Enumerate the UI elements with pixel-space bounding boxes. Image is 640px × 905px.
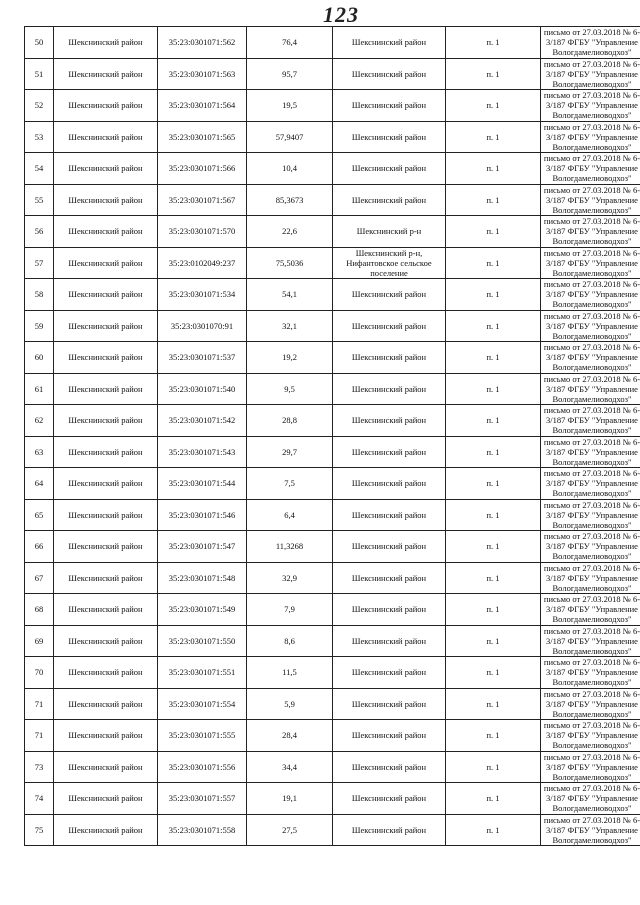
basis-document-cell: письмо от 27.03.2018 № 6-3/187 ФГБУ "Управление Вологдамелиоводхоз": [541, 436, 640, 468]
area-cell: 76,4: [247, 27, 333, 59]
clause-cell: п. 1: [446, 342, 541, 374]
cadastral-number-cell: 35:23:0301071:555: [158, 720, 247, 752]
clause-cell: п. 1: [446, 751, 541, 783]
area-cell: 5,9: [247, 688, 333, 720]
area-cell: 11,5: [247, 657, 333, 689]
basis-document-cell: письмо от 27.03.2018 № 6-3/187 ФГБУ "Управление Вологдамелиоводхоз": [541, 562, 640, 594]
location-cell: Шекснинский р-н: [333, 216, 446, 248]
row-number-cell: 51: [25, 58, 54, 90]
location-cell: Шекснинский район: [333, 342, 446, 374]
area-cell: 6,4: [247, 499, 333, 531]
district-cell: Шекснинский район: [54, 121, 158, 153]
basis-document-cell: письмо от 27.03.2018 № 6-3/187 ФГБУ "Управление Вологдамелиоводхоз": [541, 468, 640, 500]
cadastral-number-cell: 35:23:0301071:556: [158, 751, 247, 783]
cadastral-number-cell: 35:23:0301071:566: [158, 153, 247, 185]
district-cell: Шекснинский район: [54, 468, 158, 500]
table-row: [25, 58, 640, 90]
clause-cell: п. 1: [446, 720, 541, 752]
location-cell: Шекснинский район: [333, 468, 446, 500]
area-cell: 32,9: [247, 562, 333, 594]
area-cell: 19,2: [247, 342, 333, 374]
district-cell: Шекснинский район: [54, 310, 158, 342]
table-row: [25, 468, 640, 500]
clause-cell: п. 1: [446, 58, 541, 90]
clause-cell: п. 1: [446, 153, 541, 185]
basis-document-cell: письмо от 27.03.2018 № 6-3/187 ФГБУ "Управление Вологдамелиоводхоз": [541, 373, 640, 405]
cadastral-number-cell: 35:23:0301071:550: [158, 625, 247, 657]
table-row: [25, 720, 640, 752]
row-number-cell: 52: [25, 90, 54, 122]
table-row: [25, 153, 640, 185]
location-cell: Шекснинский район: [333, 562, 446, 594]
area-cell: 7,5: [247, 468, 333, 500]
row-number-cell: 61: [25, 373, 54, 405]
basis-document-cell: письмо от 27.03.2018 № 6-3/187 ФГБУ "Управление Вологдамелиоводхоз": [541, 121, 640, 153]
area-cell: 75,5036: [247, 247, 333, 279]
basis-document-cell: письмо от 27.03.2018 № 6-3/187 ФГБУ "Управление Вологдамелиоводхоз": [541, 751, 640, 783]
table-row: [25, 531, 640, 563]
area-cell: 32,1: [247, 310, 333, 342]
district-cell: Шекснинский район: [54, 247, 158, 279]
district-cell: Шекснинский район: [54, 499, 158, 531]
clause-cell: п. 1: [446, 436, 541, 468]
cadastral-number-cell: 35:23:0301071:540: [158, 373, 247, 405]
clause-cell: п. 1: [446, 814, 541, 846]
cadastral-number-cell: 35:23:0301071:567: [158, 184, 247, 216]
area-cell: 7,9: [247, 594, 333, 626]
row-number-cell: 71: [25, 720, 54, 752]
cadastral-number-cell: 35:23:0301071:537: [158, 342, 247, 374]
clause-cell: п. 1: [446, 531, 541, 563]
district-cell: Шекснинский район: [54, 27, 158, 59]
district-cell: Шекснинский район: [54, 436, 158, 468]
row-number-cell: 62: [25, 405, 54, 437]
area-cell: 11,3268: [247, 531, 333, 563]
table-row: [25, 279, 640, 311]
clause-cell: п. 1: [446, 279, 541, 311]
location-cell: Шекснинский район: [333, 594, 446, 626]
table-row: [25, 688, 640, 720]
row-number-cell: 54: [25, 153, 54, 185]
clause-cell: п. 1: [446, 184, 541, 216]
location-cell: Шекснинский район: [333, 405, 446, 437]
district-cell: Шекснинский район: [54, 688, 158, 720]
clause-cell: п. 1: [446, 310, 541, 342]
cadastral-number-cell: 35:23:0301071:534: [158, 279, 247, 311]
clause-cell: п. 1: [446, 247, 541, 279]
location-cell: Шекснинский район: [333, 310, 446, 342]
area-cell: 95,7: [247, 58, 333, 90]
cadastral-number-cell: 35:23:0301071:548: [158, 562, 247, 594]
cadastral-number-cell: 35:23:0301071:557: [158, 783, 247, 815]
district-cell: Шекснинский район: [54, 342, 158, 374]
area-cell: 27,5: [247, 814, 333, 846]
clause-cell: п. 1: [446, 121, 541, 153]
cadastral-number-cell: 35:23:0102049:237: [158, 247, 247, 279]
basis-document-cell: письмо от 27.03.2018 № 6-3/187 ФГБУ "Управление Вологдамелиоводхоз": [541, 153, 640, 185]
row-number-cell: 56: [25, 216, 54, 248]
table-row: [25, 751, 640, 783]
row-number-cell: 50: [25, 27, 54, 59]
location-cell: Шекснинский район: [333, 531, 446, 563]
area-cell: 54,1: [247, 279, 333, 311]
table-row: [25, 783, 640, 815]
clause-cell: п. 1: [446, 499, 541, 531]
location-cell: Шекснинский район: [333, 27, 446, 59]
district-cell: Шекснинский район: [54, 184, 158, 216]
area-cell: 28,4: [247, 720, 333, 752]
cadastral-number-cell: 35:23:0301071:563: [158, 58, 247, 90]
location-cell: Шекснинский район: [333, 499, 446, 531]
basis-document-cell: письмо от 27.03.2018 № 6-3/187 ФГБУ "Управление Вологдамелиоводхоз": [541, 184, 640, 216]
location-cell: Шекснинский район: [333, 58, 446, 90]
basis-document-cell: письмо от 27.03.2018 № 6-3/187 ФГБУ "Управление Вологдамелиоводхоз": [541, 58, 640, 90]
table-row: [25, 657, 640, 689]
location-cell: Шекснинский район: [333, 688, 446, 720]
location-cell: Шекснинский район: [333, 814, 446, 846]
cadastral-number-cell: 35:23:0301071:558: [158, 814, 247, 846]
district-cell: Шекснинский район: [54, 783, 158, 815]
cadastral-number-cell: 35:23:0301071:543: [158, 436, 247, 468]
clause-cell: п. 1: [446, 373, 541, 405]
district-cell: Шекснинский район: [54, 594, 158, 626]
cadastral-number-cell: 35:23:0301071:549: [158, 594, 247, 626]
district-cell: Шекснинский район: [54, 751, 158, 783]
basis-document-cell: письмо от 27.03.2018 № 6-3/187 ФГБУ "Управление Вологдамелиоводхоз": [541, 279, 640, 311]
row-number-cell: 57: [25, 247, 54, 279]
clause-cell: п. 1: [446, 405, 541, 437]
district-cell: Шекснинский район: [54, 216, 158, 248]
row-number-cell: 65: [25, 499, 54, 531]
table-row: [25, 625, 640, 657]
area-cell: 28,8: [247, 405, 333, 437]
area-cell: 22,6: [247, 216, 333, 248]
location-cell: Шекснинский район: [333, 121, 446, 153]
table-row: [25, 373, 640, 405]
district-cell: Шекснинский район: [54, 373, 158, 405]
row-number-cell: 69: [25, 625, 54, 657]
basis-document-cell: письмо от 27.03.2018 № 6-3/187 ФГБУ "Управление Вологдамелиоводхоз": [541, 499, 640, 531]
table-row: [25, 247, 640, 279]
basis-document-cell: письмо от 27.03.2018 № 6-3/187 ФГБУ "Управление Вологдамелиоводхоз": [541, 247, 640, 279]
location-cell: Шекснинский район: [333, 184, 446, 216]
basis-document-cell: письмо от 27.03.2018 № 6-3/187 ФГБУ "Управление Вологдамелиоводхоз": [541, 405, 640, 437]
area-cell: 10,4: [247, 153, 333, 185]
district-cell: Шекснинский район: [54, 90, 158, 122]
basis-document-cell: письмо от 27.03.2018 № 6-3/187 ФГБУ "Управление Вологдамелиоводхоз": [541, 310, 640, 342]
clause-cell: п. 1: [446, 783, 541, 815]
cadastral-number-cell: 35:23:0301071:554: [158, 688, 247, 720]
row-number-cell: 66: [25, 531, 54, 563]
district-cell: Шекснинский район: [54, 279, 158, 311]
clause-cell: п. 1: [446, 657, 541, 689]
clause-cell: п. 1: [446, 27, 541, 59]
district-cell: Шекснинский район: [54, 657, 158, 689]
table-row: [25, 562, 640, 594]
clause-cell: п. 1: [446, 625, 541, 657]
district-cell: Шекснинский район: [54, 58, 158, 90]
row-number-cell: 73: [25, 751, 54, 783]
cadastral-number-cell: 35:23:0301071:546: [158, 499, 247, 531]
page-number: 123: [323, 2, 359, 27]
clause-cell: п. 1: [446, 90, 541, 122]
table-row: [25, 436, 640, 468]
basis-document-cell: письмо от 27.03.2018 № 6-3/187 ФГБУ "Управление Вологдамелиоводхоз": [541, 216, 640, 248]
district-cell: Шекснинский район: [54, 625, 158, 657]
basis-document-cell: письмо от 27.03.2018 № 6-3/187 ФГБУ "Управление Вологдамелиоводхоз": [541, 90, 640, 122]
location-cell: Шекснинский район: [333, 751, 446, 783]
table-row: [25, 184, 640, 216]
area-cell: 19,5: [247, 90, 333, 122]
cadastral-number-cell: 35:23:0301071:547: [158, 531, 247, 563]
area-cell: 19,1: [247, 783, 333, 815]
table-row: [25, 499, 640, 531]
clause-cell: п. 1: [446, 688, 541, 720]
cadastral-number-cell: 35:23:0301071:565: [158, 121, 247, 153]
cadastral-number-cell: 35:23:0301071:564: [158, 90, 247, 122]
clause-cell: п. 1: [446, 216, 541, 248]
table-row: [25, 594, 640, 626]
district-cell: Шекснинский район: [54, 531, 158, 563]
row-number-cell: 68: [25, 594, 54, 626]
district-cell: Шекснинский район: [54, 814, 158, 846]
table-row: [25, 405, 640, 437]
row-number-cell: 64: [25, 468, 54, 500]
cadastral-number-cell: 35:23:0301071:562: [158, 27, 247, 59]
records-table-body: [25, 27, 640, 846]
basis-document-cell: письмо от 27.03.2018 № 6-3/187 ФГБУ "Управление Вологдамелиоводхоз": [541, 342, 640, 374]
location-cell: Шекснинский район: [333, 783, 446, 815]
row-number-cell: 53: [25, 121, 54, 153]
row-number-cell: 60: [25, 342, 54, 374]
basis-document-cell: письмо от 27.03.2018 № 6-3/187 ФГБУ "Управление Вологдамелиоводхоз": [541, 27, 640, 59]
row-number-cell: 67: [25, 562, 54, 594]
row-number-cell: 55: [25, 184, 54, 216]
basis-document-cell: письмо от 27.03.2018 № 6-3/187 ФГБУ "Управление Вологдамелиоводхоз": [541, 625, 640, 657]
cadastral-number-cell: 35:23:0301070:91: [158, 310, 247, 342]
area-cell: 34,4: [247, 751, 333, 783]
district-cell: Шекснинский район: [54, 720, 158, 752]
table-row: [25, 814, 640, 846]
area-cell: 9,5: [247, 373, 333, 405]
location-cell: Шекснинский район: [333, 279, 446, 311]
table-row: [25, 27, 640, 59]
basis-document-cell: письмо от 27.03.2018 № 6-3/187 ФГБУ "Управление Вологдамелиоводхоз": [541, 720, 640, 752]
table-row: [25, 121, 640, 153]
location-cell: Шекснинский р-н, Нифантовское сельское поселение: [333, 247, 446, 279]
area-cell: 85,3673: [247, 184, 333, 216]
row-number-cell: 63: [25, 436, 54, 468]
clause-cell: п. 1: [446, 562, 541, 594]
location-cell: Шекснинский район: [333, 720, 446, 752]
location-cell: Шекснинский район: [333, 90, 446, 122]
table-row: [25, 90, 640, 122]
location-cell: Шекснинский район: [333, 657, 446, 689]
row-number-cell: 74: [25, 783, 54, 815]
area-cell: 8,6: [247, 625, 333, 657]
district-cell: Шекснинский район: [54, 153, 158, 185]
row-number-cell: 58: [25, 279, 54, 311]
area-cell: 29,7: [247, 436, 333, 468]
cadastral-number-cell: 35:23:0301071:544: [158, 468, 247, 500]
records-table: [24, 26, 640, 846]
basis-document-cell: письмо от 27.03.2018 № 6-3/187 ФГБУ "Управление Вологдамелиоводхоз": [541, 688, 640, 720]
district-cell: Шекснинский район: [54, 405, 158, 437]
basis-document-cell: письмо от 27.03.2018 № 6-3/187 ФГБУ "Управление Вологдамелиоводхоз": [541, 594, 640, 626]
basis-document-cell: письмо от 27.03.2018 № 6-3/187 ФГБУ "Управление Вологдамелиоводхоз": [541, 814, 640, 846]
clause-cell: п. 1: [446, 594, 541, 626]
table-row: [25, 216, 640, 248]
location-cell: Шекснинский район: [333, 436, 446, 468]
location-cell: Шекснинский район: [333, 153, 446, 185]
cadastral-number-cell: 35:23:0301071:570: [158, 216, 247, 248]
basis-document-cell: письмо от 27.03.2018 № 6-3/187 ФГБУ "Управление Вологдамелиоводхоз": [541, 783, 640, 815]
district-cell: Шекснинский район: [54, 562, 158, 594]
clause-cell: п. 1: [446, 468, 541, 500]
location-cell: Шекснинский район: [333, 373, 446, 405]
row-number-cell: 71: [25, 688, 54, 720]
cadastral-number-cell: 35:23:0301071:542: [158, 405, 247, 437]
basis-document-cell: письмо от 27.03.2018 № 6-3/187 ФГБУ "Управление Вологдамелиоводхоз": [541, 657, 640, 689]
basis-document-cell: письмо от 27.03.2018 № 6-3/187 ФГБУ "Управление Вологдамелиоводхоз": [541, 531, 640, 563]
location-cell: Шекснинский район: [333, 625, 446, 657]
cadastral-number-cell: 35:23:0301071:551: [158, 657, 247, 689]
table-row: [25, 310, 640, 342]
row-number-cell: 70: [25, 657, 54, 689]
row-number-cell: 75: [25, 814, 54, 846]
table-row: [25, 342, 640, 374]
area-cell: 57,9407: [247, 121, 333, 153]
row-number-cell: 59: [25, 310, 54, 342]
